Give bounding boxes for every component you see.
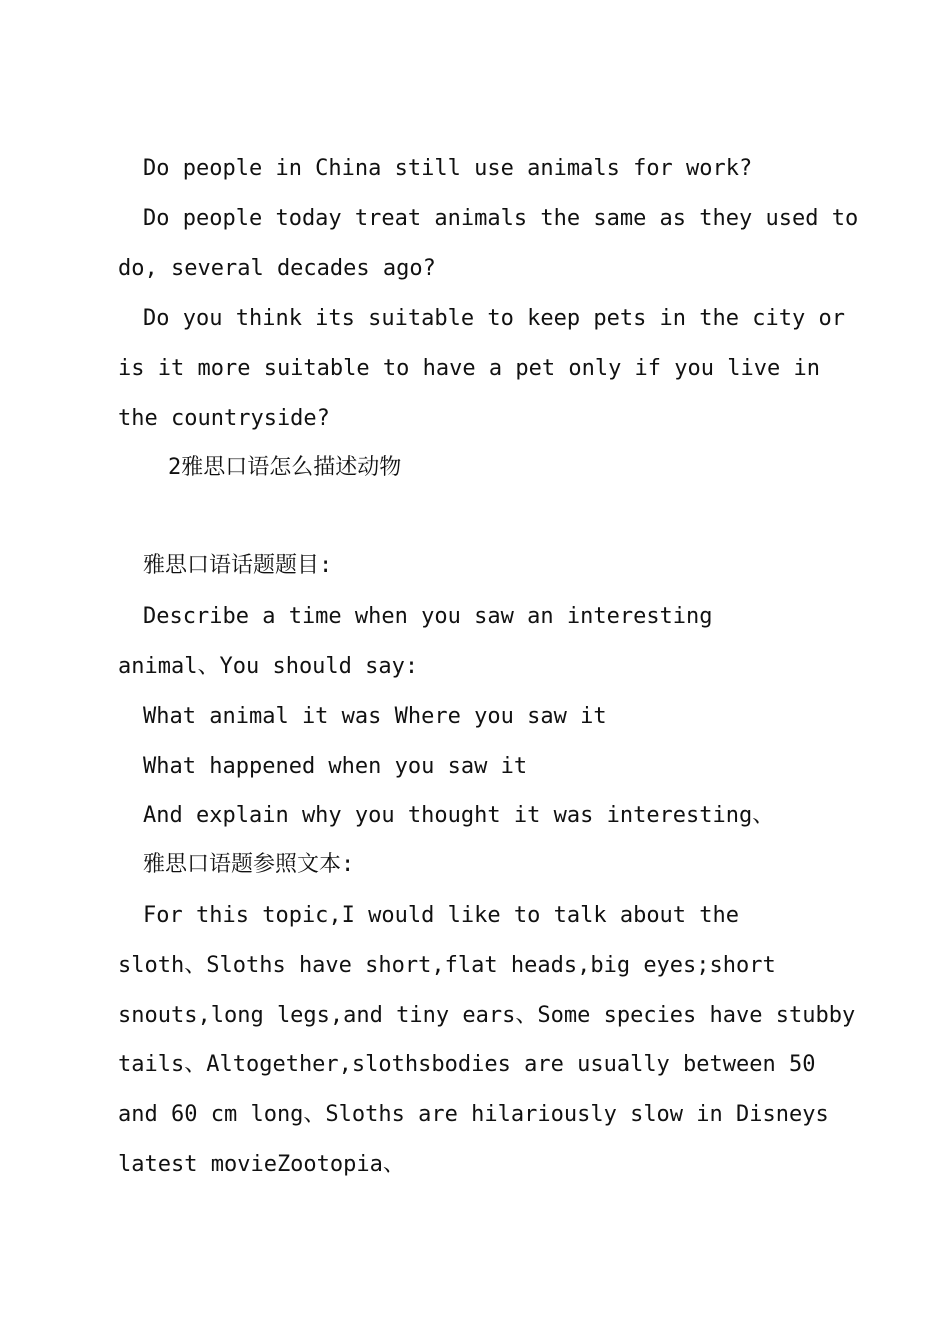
cue-card-line: Describe a time when you saw an interesting (143, 604, 713, 629)
sample-text-line: tails、Altogether,slothsbodies are usually between 50 (118, 1052, 816, 1077)
question-line-continued: do, several decades ago? (118, 256, 436, 281)
cue-card-line-continued: animal、You should say: (118, 654, 419, 679)
sample-text-line: For this topic,I would like to talk about the (143, 903, 740, 928)
question-line-continued: the countryside? (118, 406, 330, 431)
sample-text-line: and 60 cm long、Sloths are hilariously slow in Disneys (118, 1102, 829, 1127)
sample-text-line: snouts,long legs,and tiny ears、Some species have stubby (118, 1003, 856, 1028)
question-line: Do people in China still use animals for work? (143, 156, 753, 181)
sample-text-line: sloth、Sloths have short,flat heads,big eyes;short (118, 953, 776, 978)
sample-text-line: latest movieZootopia、 (118, 1152, 405, 1177)
topic-label: 雅思口语话题题目: (143, 553, 333, 578)
question-line-continued: is it more suitable to have a pet only if you live in (118, 356, 820, 381)
section-heading: 2雅思口语怎么描述动物 (168, 455, 402, 480)
question-line: Do people today treat animals the same as they used to (143, 206, 859, 231)
cue-card-line: What animal it was Where you saw it (143, 704, 607, 729)
question-line: Do you think its suitable to keep pets in the city or (143, 306, 845, 331)
cue-card-line: What happened when you saw it (143, 754, 528, 779)
cue-card-line: And explain why you thought it was interesting、 (143, 803, 775, 828)
sample-label: 雅思口语题参照文本: (143, 852, 355, 877)
